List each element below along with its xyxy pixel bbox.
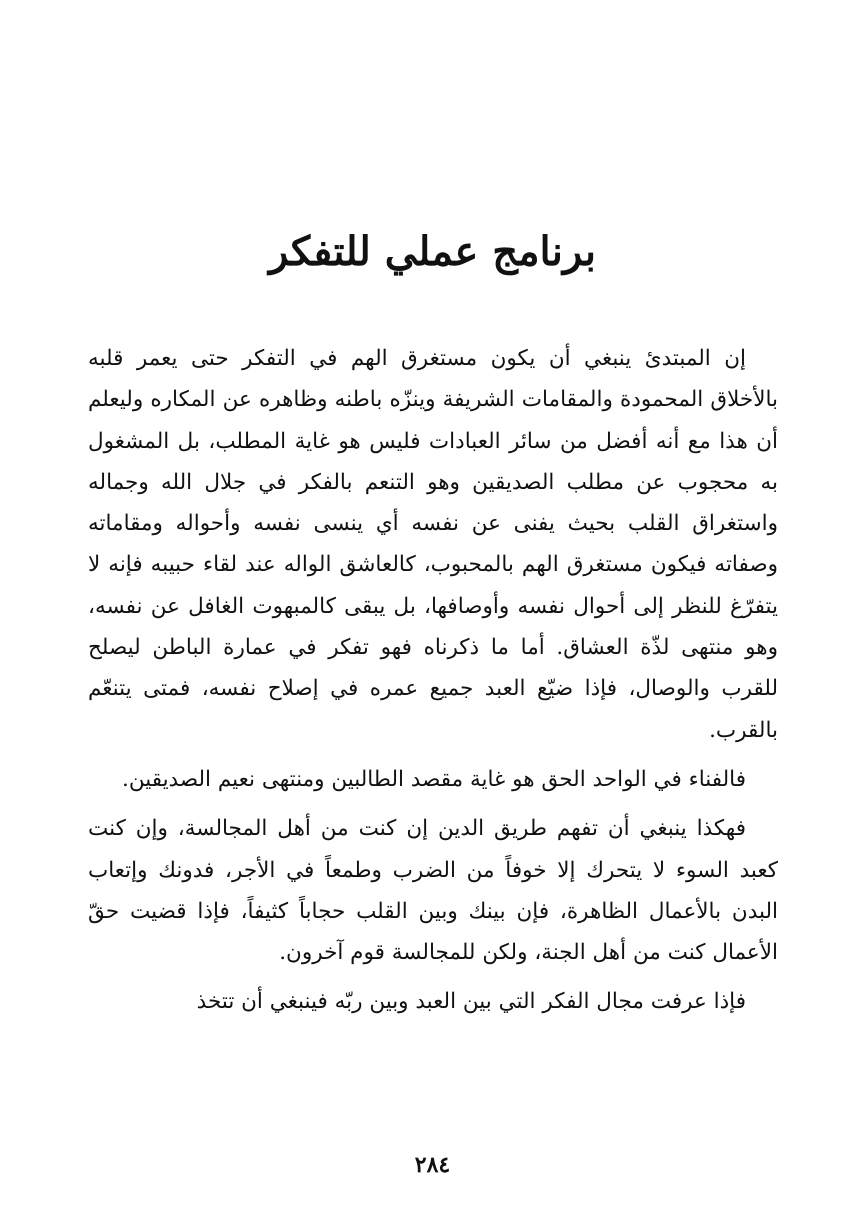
page-number: ٢٨٤ [414, 1152, 451, 1178]
paragraph: فهكذا ينبغي أن تفهم طريق الدين إن كنت من أهل المجالسة، وإن كنت كعبد السوء لا يتحرك إلا خوفاً من الضرب وطمعاً في الأجر، فدونك وإتعاب البدن بالأعمال الظاهرة، فإن بينك وبين القلب حجاباً كثيفاً، فإذا قضيت حقّ الأعمال كنت من أهل الجنة، ولكن للمجالسة قوم آخرون. [88, 816, 778, 966]
body-text [88, 338, 778, 1031]
paragraph: إن المبتدئ ينبغي أن يكون مستغرق الهم في التفكر حتى يعمر قلبه بالأخلاق المحمودة والمقامات الشريفة وينزّه باطنه وظاهره عن المكاره وليعلم أن هذا مع أنه أفضل من سائر العبادات فليس هو غاية المطلب، بل المشغول به محجوب عن مطلب الصديقين وهو التنعم بالفكر في جلال الله وجماله واستغراق القلب بحيث يفنى عن نفسه أي ينسى نفسه وأحواله ومقاماته وصفاته فيكون مستغرق الهم بالمحبوب، كالعاشق الواله عند لقاء حبيبه فإنه لا يتفرّغ للنظر إلى أحوال نفسه وأوصافها، بل يبقى كالمبهوت الغافل عن نفسه، وهو منتهى لذّة العشاق. أما ما ذكرناه فهو تفكر في عمارة الباطن ليصلح للقرب والوصال، فإذا ضيّع العبد جميع عمره في إصلاح نفسه، فمتى يتنعّم بالقرب. [88, 346, 778, 743]
paragraph: فالفناء في الواحد الحق هو غاية مقصد الطالبين ومنتهى نعيم الصديقين. [122, 766, 746, 792]
paragraph: فإذا عرفت مجال الفكر التي بين العبد وبين ربّه فينبغي أن تتخذ [196, 989, 746, 1015]
chapter-title: برنامج عملي للتفكر [268, 228, 597, 275]
